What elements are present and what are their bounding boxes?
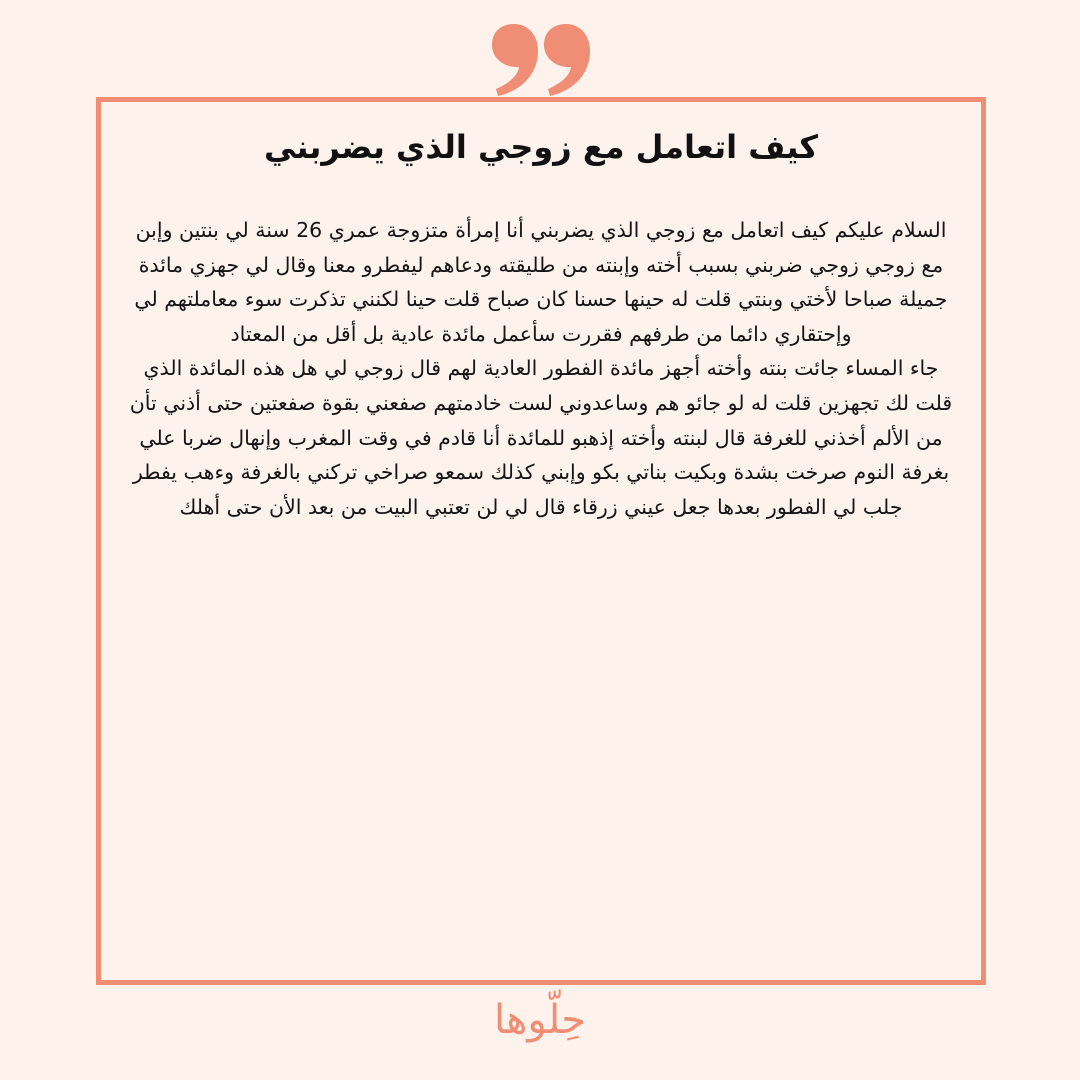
body-paragraph: جاء المساء جائت بنته وأخته أجهز مائدة الفطور العادية لهم قال زوجي لي هل هذه المائدة الذي قلت لك تجهزين قلت له لو جائو هم وساعدوني لست خادمتهم صفعني بقوة صفعتين حتى أذني تأن من الألم أخذني للغرفة قال لبنته وأخته إذهبو للمائدة أنا قادم في وقت المغرب وإنهال ضربا علي بغرفة النوم صرخت بشدة وبكيت بناتي بكو وإبني كذلك سمعو صراخي تركني بالغرفة وءهب يفطر جلب لي الفطور بعدها جعل عيني زرقاء قال لي لن تعتبي البيت من بعد الأن حتى أهلك <box>129 356 953 519</box>
post-body <box>123 213 959 524</box>
closing-quote-icon <box>488 20 592 100</box>
content-card <box>96 97 986 985</box>
body-paragraph: السلام عليكم كيف اتعامل مع زوجي الذي يضربني أنا إمرأة متزوجة عمري 26 سنة لي بنتين وإبن مع زوجي زوجي ضربني بسبب أخته وإبنته من طليقته ودعاهم ليفطرو معنا وقال لي جهزي مائدة جميلة صباحا لأختي وبنتي قلت له حينها حسنا كان صباح قلت حينا لكنني تذكرت سوء معاملتهم لي وإحتقاري دائما من طرفهم فقررت سأعمل مائدة عادية بل أقل من المعتاد <box>134 218 948 346</box>
brand-logo: حِلّوها <box>494 997 586 1043</box>
post-title: كيف اتعامل مع زوجي الذي يضربني <box>263 128 819 166</box>
